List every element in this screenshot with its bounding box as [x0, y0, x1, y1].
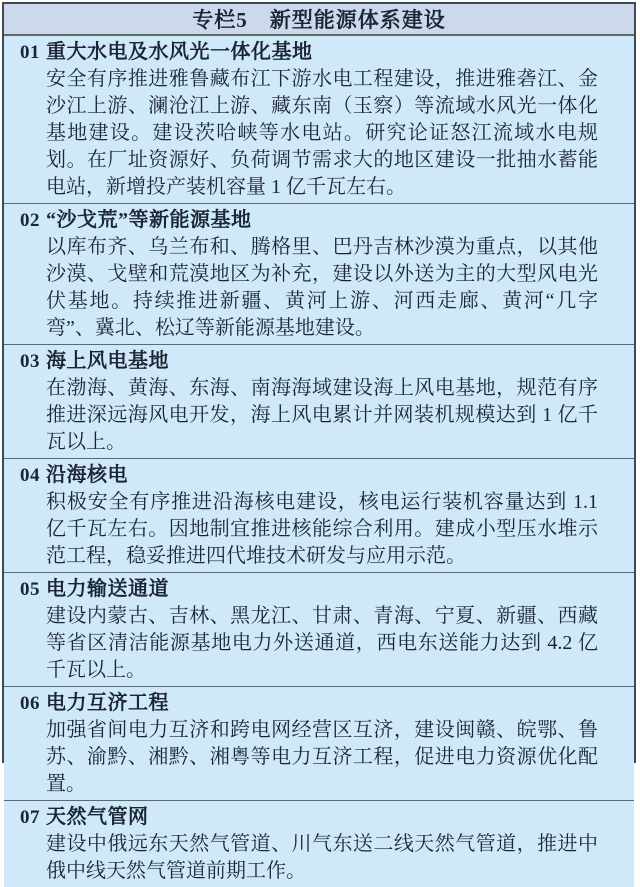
section-number: 02 [20, 210, 40, 231]
section-head [4, 348, 634, 375]
section-row-03 [4, 345, 634, 459]
section-title: “沙戈荒”等新能源基地 [46, 209, 252, 231]
section-number: 05 [20, 579, 40, 600]
section-head [4, 804, 634, 831]
section-row-04 [4, 459, 634, 573]
section-title: 海上风电基地 [46, 350, 169, 372]
section-body: 加强省间电力互济和跨电网经营区互济，建设闽赣、皖鄂、鲁苏、渝黔、湘黔、湘粤等电力互济工程，促进电力资源优化配置。 [46, 719, 598, 795]
section-body: 积极安全有序推进沿海核电建设，核电运行装机容量达到 1.1 亿千瓦左右。因地制宜推进核能综合利用。建成小型压水堆示范工程，稳妥推进四代堆技术研发与应用示范。 [46, 491, 598, 567]
section-number: 01 [20, 42, 40, 63]
section-title: 天然气管网 [46, 806, 149, 828]
section-title: 重大水电及水风光一体化基地 [46, 41, 313, 63]
section-body: 建设中俄远东天然气管道、川气东送二线天然气管道，推进中俄中线天然气管道前期工作。 [46, 833, 598, 882]
section-row-02 [4, 204, 634, 345]
section-head [4, 690, 634, 717]
column-box [2, 2, 636, 882]
section-body: 以库布齐、乌兰布和、腾格里、巴丹吉林沙漠为重点，以其他沙漠、戈壁和荒漠地区为补充，建设以外送为主的大型风电光伏基地。持续推进新疆、黄河上游、河西走廊、黄河“几字弯”、冀北、松辽等新能源基地建设。 [46, 236, 598, 339]
section-number: 03 [20, 351, 40, 372]
section-head [4, 462, 634, 489]
section-row-06 [4, 687, 634, 801]
section-head [4, 576, 634, 603]
section-title: 电力互济工程 [46, 692, 169, 714]
section-title: 沿海核电 [46, 464, 128, 486]
section-number: 06 [20, 693, 40, 714]
section-number: 07 [20, 807, 40, 828]
section-body: 安全有序推进雅鲁藏布江下游水电工程建设，推进雅砻江、金沙江上游、澜沧江上游、藏东南（玉察）等流域水风光一体化基地建设。建设茨哈峡等水电站。研究论证怒江流域水电规划。在厂址资源好、负荷调节需求大的地区建设一批抽水蓄能电站，新增投产装机容量 1 亿千瓦左右。 [46, 68, 598, 198]
panel-title: 专栏5 新型能源体系建设 [4, 4, 634, 36]
section-body: 在渤海、黄海、东海、南海海域建设海上风电基地，规范有序推进深远海风电开发，海上风电累计并网装机规模达到 1 亿千瓦以上。 [46, 377, 598, 453]
section-title: 电力输送通道 [46, 578, 169, 600]
section-row-07 [4, 801, 634, 887]
section-row-01 [4, 36, 634, 204]
section-head [4, 207, 634, 234]
section-body: 建设内蒙古、吉林、黑龙江、甘肃、青海、宁夏、新疆、西藏等省区清洁能源基地电力外送通道，西电东送能力达到 4.2 亿千瓦以上。 [46, 605, 598, 681]
section-row-05 [4, 573, 634, 687]
section-number: 04 [20, 465, 40, 486]
section-head [4, 39, 634, 66]
